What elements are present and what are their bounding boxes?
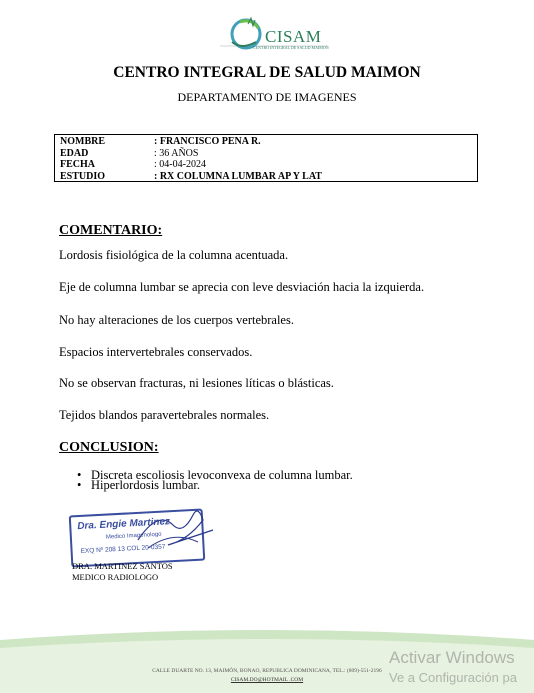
comment-heading: COMENTARIO: <box>59 223 163 238</box>
patient-row-study <box>55 171 477 183</box>
logo-subtitle: CENTRO INTEGRAL DE SALUD MAIMON <box>253 45 329 50</box>
patient-info-box <box>54 134 478 182</box>
patient-label: FECHA <box>60 159 95 170</box>
comment-line: Eje de columna lumbar se aprecia con leve desviación hacia la izquierda. <box>59 280 425 294</box>
list-item: • Discreta escoliosis levoconvexa de columna lumbar. <box>77 470 353 480</box>
patient-label: ESTUDIO <box>60 170 106 182</box>
windows-activation-hint: Ve a Configuración pa <box>389 670 517 685</box>
comment-line: No se observan fracturas, ni lesiones líticas o blásticas. <box>59 376 334 390</box>
comment-line: No hay alteraciones de los cuerpos vertebrales. <box>59 313 294 327</box>
patient-value: : 36 AÑOS <box>154 147 199 159</box>
footer-address: CALLE DUARTE NO. 13, MAIMÓN, BONAO, REPUBLICA DOMINICANA, TEL.: (809)-551-2196 <box>152 668 382 674</box>
patient-row-age <box>55 148 477 160</box>
department-subtitle: DEPARTAMENTO DE IMAGENES <box>177 90 357 104</box>
stamp-exequatur: EXQ Nº 208 13 COL 20-0357 <box>80 543 166 555</box>
patient-value: : FRANCISCO PENA R. <box>154 136 261 147</box>
stamp-role: Medico Imagenologo <box>105 531 162 541</box>
comment-line: Lordosis fisiológica de la columna acentuada. <box>59 248 289 262</box>
patient-value: : 04-04-2024 <box>154 159 206 170</box>
patient-row-date <box>55 159 477 171</box>
patient-label: NOMBRE <box>60 136 105 147</box>
patient-label: EDAD <box>60 147 89 159</box>
footer-email-link[interactable]: CISAM.DO@HOTMAIL .COM <box>230 677 304 683</box>
patient-value: : RX COLUMNA LUMBAR AP Y LAT <box>154 170 322 182</box>
list-item: • Hiperlordosis lumbar. <box>77 480 353 490</box>
cisam-logo <box>218 14 338 58</box>
comment-line: Espacios intervertebrales conservados. <box>59 345 253 359</box>
handwritten-signature <box>128 500 218 560</box>
conclusion-heading: CONCLUSION: <box>59 440 159 455</box>
comment-line: Tejidos blandos paravertebrales normales. <box>59 408 270 422</box>
windows-activation-watermark: Activar Windows <box>389 648 515 667</box>
conclusion-list <box>77 470 353 490</box>
stamp-name: Dra. Engie Martinez <box>77 516 171 533</box>
signatory-name: DRA. MARTINEZ SANTOS <box>72 561 173 571</box>
page-title: CENTRO INTEGRAL DE SALUD MAIMON <box>113 64 421 81</box>
logo-text: CISAM <box>265 27 322 46</box>
patient-row-name <box>55 136 477 148</box>
signatory-role: MEDICO RADIOLOGO <box>72 572 159 582</box>
